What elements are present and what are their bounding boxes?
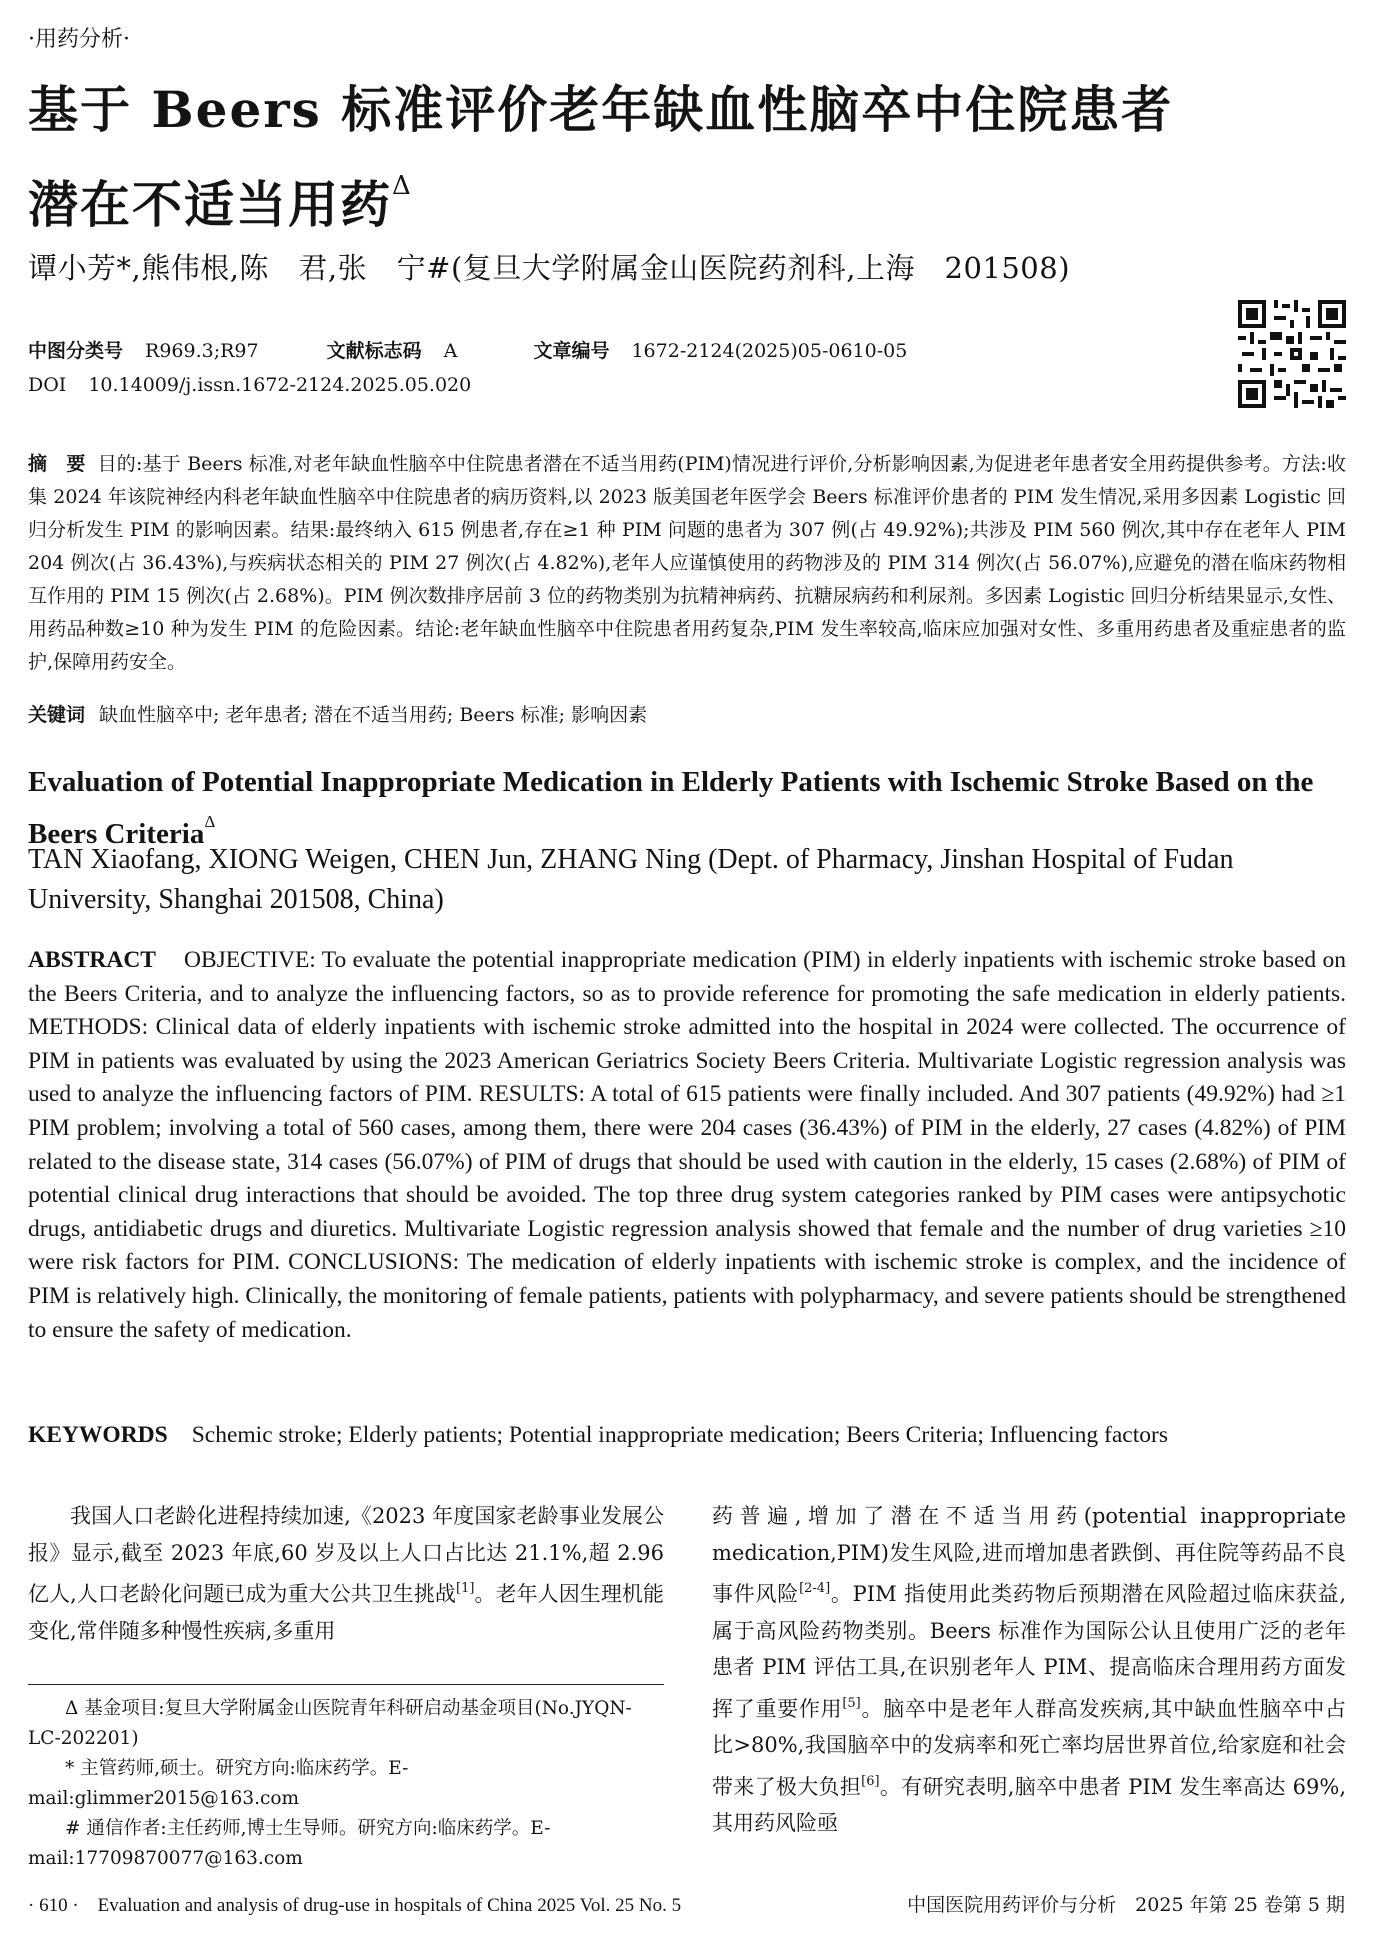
- body-text: 。有研究表明,脑卒中患者 PIM 发生率高达 69%,其用药风险亟: [712, 1774, 1347, 1835]
- doc-code-value: A: [443, 340, 458, 362]
- body-column-right: [712, 1498, 1346, 1842]
- keywords-cn-label: 关键词: [28, 704, 86, 726]
- citation-ref[interactable]: [6]: [861, 1773, 880, 1789]
- footer-left: · 610 · Evaluation and analysis of drug-use in hospitals of China 2025 Vol. 25 No. 5: [28, 1895, 682, 1916]
- abstract-cn-label: 摘 要: [28, 453, 86, 475]
- clc-value: R969.3;R97: [145, 340, 259, 362]
- citation-ref[interactable]: [5]: [842, 1695, 861, 1711]
- body-text: 。脑卒中是老年人群高发疾病,其中缺血性脑卒中占比>80%,我国脑卒中的发病率和死亡率均居世界首位,给家庭和社会带来了极大负担: [712, 1696, 1346, 1799]
- citation-ref[interactable]: [1]: [456, 1581, 475, 1596]
- title-cn-mark: Δ: [392, 171, 413, 201]
- body-text: 我国人口老龄化进程持续加速,《2023 年度国家老龄事业发展公报》显示,截至 2023 年底,60 岁及以上人口占比达 21.1%,超 2.96 亿人,人口老龄化问题已成为重大公共卫生挑战: [28, 1504, 664, 1606]
- title-en-mark: Δ: [204, 812, 216, 831]
- article-no-value: 1672-2124(2025)05-0610-05: [631, 340, 908, 362]
- authors-cn: 谭小芳*,熊伟根,陈 君,张 宁#(复旦大学附属金山医院药剂科,上海 201508): [28, 251, 1071, 285]
- article-no-label: 文章编号: [533, 340, 610, 362]
- keywords-cn-text: 缺血性脑卒中; 老年患者; 潜在不适当用药; Beers 标准; 影响因素: [99, 704, 648, 726]
- qr-code-icon[interactable]: [1238, 300, 1346, 408]
- authors-en: TAN Xiaofang, XIONG Weigen, CHEN Jun, ZHANG Ning (Dept. of Pharmacy, Jinshan Hospital of Fudan University, Shanghai 201508, China): [28, 844, 1234, 915]
- footer-right: 中国医院用药评价与分析 2025 年第 25 卷第 5 期: [907, 1894, 1345, 1916]
- abstract-cn: [28, 448, 1346, 679]
- footnote-fund: Δ 基金项目:复旦大学附属金山医院青年科研启动基金项目(No.JYQN-LC-202201): [28, 1698, 632, 1749]
- footnote-corresponding-author: # 通信作者:主任药师,博士生导师。研究方向:临床药学。E-mail:17709870077@163.com: [28, 1818, 551, 1869]
- keywords-en: [28, 1422, 1348, 1449]
- doi-label: DOI: [28, 374, 67, 396]
- keywords-en-label: KEYWORDS: [28, 1422, 168, 1448]
- abstract-cn-text: 目的:基于 Beers 标准,对老年缺血性脑卒中住院患者潜在不适当用药(PIM)情况进行评价,分析影响因素,为促进老年患者安全用药提供参考。方法:收集 2024 年该院神经内科老年缺血性脑卒中住院患者的病历资料,以 2023 版美国老年医学会 Beers 标准评价患者的 PIM 发生情况,采用多因素 Logistic 回归分析发生 PIM 的影响因素。结果:最终纳入 615 例患者,存在≥1 种 PIM 问题的患者为 307 例(占 49.92%);共涉及 PIM 560 例次,其中存在老年人 PIM 204 例次(占 36.43%),与疾病状态相关的 PIM 27 例次(占 4.82%),老年人应谨慎使用的药物涉及的 PIM 314 例次(占 56.07%),应避免的潜在临床药物相互作用的 PIM 15 例次(占 2.68%)。PIM 例次数排序居前 3 位的药物类别为抗精神病药、抗糖尿病药和利尿剂。多因素 Logistic 回归分析结果显示,女性、用药品种数≥10 种为发生 PIM 的危险因素。结论:老年缺血性脑卒中住院患者用药复杂,PIM 发生率较高,临床应加强对女性、多重用药患者及重症患者的监护,保障用药安全。: [28, 453, 1346, 673]
- meta-row-doi: [28, 374, 471, 396]
- citation-ref[interactable]: [2-4]: [799, 1581, 831, 1596]
- title-en-text: Evaluation of Potential Inappropriate Medication in Elderly Patients with Ischemic Stroke Based on the Beers Criteria: [28, 766, 1314, 850]
- page-title-cn: [28, 72, 1348, 243]
- abstract-en: [28, 944, 1346, 1347]
- body-paragraph: [712, 1498, 1346, 1842]
- abstract-en-label: ABSTRACT: [28, 947, 156, 973]
- clc-label: 中图分类号: [28, 340, 124, 362]
- keywords-en-text: Schemic stroke; Elderly patients; Potential inappropriate medication; Beers Criteria; Influencing factors: [191, 1422, 1168, 1448]
- body-text: 。PIM 指使用此类药物后预期潜在风险超过临床获益,属于高风险药物类别。Beers 标准作为国际公认且使用广泛的老年患者 PIM 评估工具,在识别老年人 PIM、提高临床合理用药方面发挥了重要作用: [712, 1582, 1346, 1721]
- body-paragraph: [28, 1498, 664, 1649]
- footnote-divider: [28, 1684, 664, 1685]
- body-text: 药普遍,增加了潜在不适当用药(potential inappropriate medication,PIM)发生风险,进而增加患者跌倒、再住院等药品不良事件风险: [712, 1504, 1346, 1606]
- doi-value: 10.14009/j.issn.1672-2124.2025.05.020: [88, 374, 472, 396]
- body-text: 。老年人因生理机能变化,常伴随多种慢性疾病,多重用: [28, 1582, 664, 1643]
- body-column-left: [28, 1498, 664, 1649]
- meta-row-classification: [28, 336, 907, 363]
- abstract-en-text: OBJECTIVE: To evaluate the potential inappropriate medication (PIM) in elderly inpatients with ischemic stroke based on the Beers Criteria, and to analyze the influencing factors, so as to provide reference for promoting the safe medication in elderly patients. METHODS: Clinical data of elderly inpatients with ischemic stroke admitted into the hospital in 2024 were collected. The occurrence of PIM in patients was evaluated by using the 2023 American Geriatrics Society Beers Criteria. Multivariate Logistic regression analysis was used to analyze the influencing factors of PIM. RESULTS: A total of 615 patients were finally included. And 307 patients (49.92%) had ≥1 PIM problem; involving a total of 560 cases, among them, there were 204 cases (36.43%) of PIM in the elderly, 27 cases (4.82%) of PIM related to the disease state, 314 cases (56.07%) of PIM of drugs that should be used with caution in the elderly, 15 cases (2.68%) of PIM of potential clinical drug interactions that should be avoided. The top three drug system categories ranked by PIM cases were antipsychotic drugs, antidiabetic drugs and diuretics. Multivariate Logistic regression analysis showed that female and the number of drug varieties ≥10 were risk factors for PIM. CONCLUSIONS: The medication of elderly inpatients with ischemic stroke is complex, and the incidence of PIM is relatively high. Clinically, the monitoring of female patients, patients with polypharmacy, and severe patients should be strengthened to ensure the safety of medication.: [28, 947, 1346, 1343]
- title-cn-line1: 基于 Beers 标准评价老年缺血性脑卒中住院患者: [28, 80, 1174, 139]
- title-cn-line2: 潜在不适当用药: [28, 175, 392, 234]
- section-tag: ·用药分析·: [28, 27, 130, 52]
- keywords-cn: [28, 700, 1346, 727]
- footnotes: [28, 1694, 664, 1874]
- doc-code-label: 文献标志码: [326, 340, 422, 362]
- footnote-first-author: * 主管药师,硕士。研究方向:临床药学。E-mail:glimmer2015@163.com: [28, 1758, 409, 1809]
